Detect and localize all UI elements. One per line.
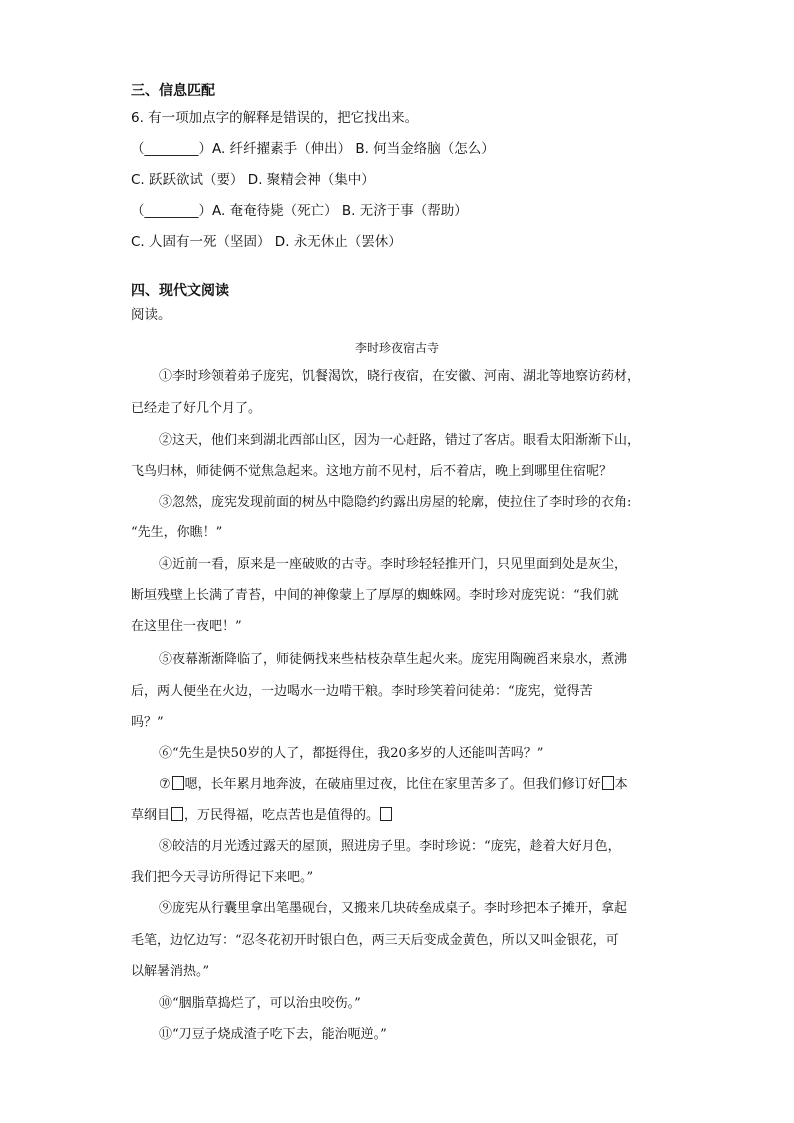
section-heading-modern-reading: 四、现代文阅读 xyxy=(131,283,229,299)
reading-instruction: 阅读。 xyxy=(131,307,172,323)
paragraph-7-text-a: 嗯，长年累月地奔波，在破庙里过夜，比住在家里苦多了。但我们修订好 xyxy=(184,777,601,792)
paragraph-9-line-2: 毛笔，边忆边写：“忍冬花初开时银白色，两三天后变成金黄色，所以又叫金银花，可 xyxy=(131,933,619,948)
paragraph-7-text-b: 本 xyxy=(614,777,628,792)
paragraph-2-line-1: ②这天，他们来到湖北西部山区，因为一心赶路，错过了客店。眼看太阳渐渐下山， xyxy=(159,433,641,448)
paragraph-1-line-2: 已经走了好几个月了。 xyxy=(131,401,262,416)
article-title: 李时珍夜宿古寺 xyxy=(354,341,439,355)
question-6-group2-line2: C. 人固有一死（坚固） D. 永无休止（罢休） xyxy=(131,234,402,250)
question-6-group1-line1: （________）A. 纤纤擢素手（伸出） B. 何当金络脑（怎么） xyxy=(131,141,495,157)
missing-glyph-box xyxy=(602,776,614,790)
paragraph-8-line-1: ⑧皎洁的月光透过露天的屋顶，照进房子里。李时珍说：“庞宪，趁着大好月色， xyxy=(159,839,621,854)
question-6-group1-line2: C. 跃跃欲试（要） D. 聚精会神（集中） xyxy=(131,172,375,188)
paragraph-8-line-2: 我们把今天寻访所得记下来吧。” xyxy=(131,870,314,885)
missing-glyph-box xyxy=(380,807,392,821)
paragraph-7-text-c: 草纲目 xyxy=(131,808,171,823)
paragraph-7-line-2 xyxy=(131,807,393,825)
paragraph-5-line-1: ⑤夜幕渐渐降临了，师徒俩找来些枯枝杂草生起火来。庞宪用陶碗舀来泉水，煮沸 xyxy=(159,652,628,667)
paragraph-4-line-2: 断垣残壁上长满了青苔，中间的神像蒙上了厚厚的蜘蛛网。李时珍对庞宪说：“我们就 xyxy=(131,588,619,603)
paragraph-9-line-1: ⑨庞宪从行囊里拿出笔墨砚台，又搬来几块砖垒成桌子。李时珍把本子摊开，拿起 xyxy=(159,901,628,916)
paragraph-5-line-2: 后，两人便坐在火边，一边喝水一边啃干粮。李时珍笑着问徒弟：“庞宪，觉得苦 xyxy=(131,684,593,699)
missing-glyph-box xyxy=(172,776,184,790)
question-6-prompt: 6. 有一项加点字的解释是错误的，把它找出来。 xyxy=(131,110,419,126)
paragraph-3-line-2: “先生，你瞧！” xyxy=(131,525,223,540)
section-heading-info-matching: 三、信息匹配 xyxy=(131,83,215,99)
paragraph-9-line-3: 以解暑消热。” xyxy=(131,964,210,979)
question-6-group2-line1: （________）A. 奄奄待毙（死亡） B. 无济于事（帮助） xyxy=(131,203,468,219)
paragraph-3-line-1: ③忽然，庞宪发现前面的树丛中隐隐约约露出房屋的轮廓，使拉住了李时珍的衣角: xyxy=(159,495,632,510)
paragraph-7-line-1 xyxy=(159,776,628,794)
paragraph-4-line-1: ④近前一看，原来是一座破败的古寺。李时珍轻轻推开门，只见里面到处是灰尘， xyxy=(159,557,628,572)
paragraph-7-number: ⑦ xyxy=(159,777,171,792)
paragraph-1-line-1: ①李时珍领着弟子庞宪，饥餐渴饮，晓行夜宿，在安徽、河南、湖北等地察访药材， xyxy=(159,369,641,384)
paragraph-11-line-1: ⑪“刀豆子烧成渣子吃下去，能治呃逆。” xyxy=(159,1027,387,1042)
paragraph-7-text-d: ，万民得福，吃点苦也是值得的。 xyxy=(184,808,380,823)
paragraph-6-line-1: ⑥“先生是快50岁的人了，都挺得住，我20多岁的人还能叫苦吗？” xyxy=(159,746,544,761)
paragraph-10-line-1: ⑩“胭脂草捣烂了，可以治虫咬伤。” xyxy=(159,996,361,1011)
paragraph-4-line-3: 在这里住一夜吧！” xyxy=(131,619,242,634)
missing-glyph-box xyxy=(171,807,183,821)
paragraph-5-line-3: 吗？” xyxy=(131,715,164,730)
paragraph-2-line-2: 飞鸟归林，师徒俩不觉焦急起来。这地方前不见村，后不着店，晚上到哪里住宿呢？ xyxy=(131,464,613,479)
